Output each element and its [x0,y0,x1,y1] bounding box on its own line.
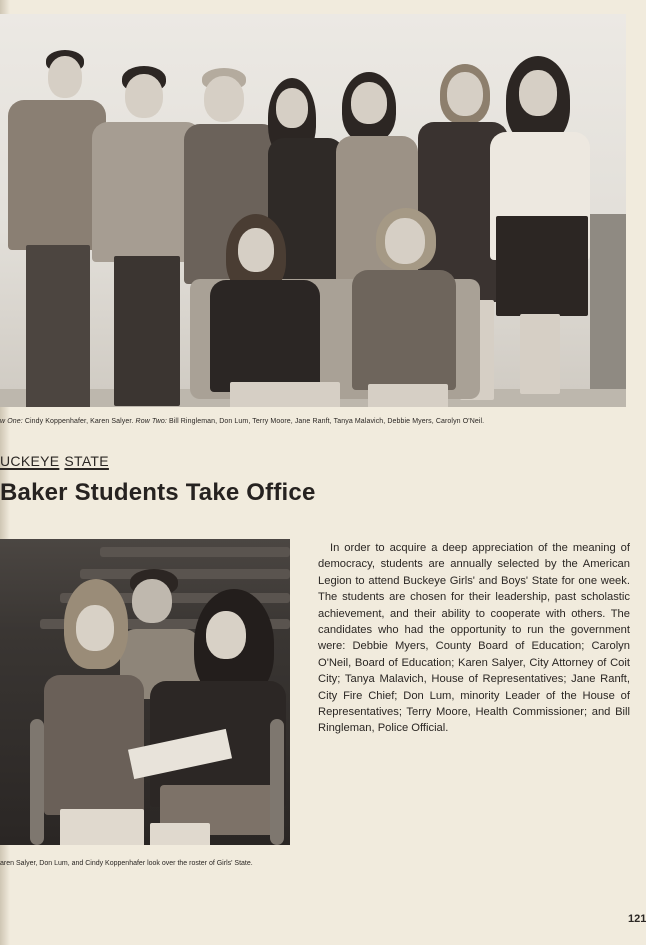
article-body [318,540,630,737]
roster-photo-caption: aren Salyer, Don Lum, and Cindy Koppenhafer look over the roster of Girls' State. [0,860,253,867]
section-kicker [0,453,109,469]
kicker-word-1: UCKEYE [0,453,60,469]
kicker-word-2: STATE [64,453,109,469]
caption-row-one-names: Cindy Koppenhafer, Karen Salyer. [24,418,134,425]
page-headline: Baker Students Take Office [0,479,316,506]
caption-row-one-label: w One: [0,418,23,425]
group-photo [0,14,626,407]
article-paragraph: In order to acquire a deep appreciation of the meaning of democracy, students are annually selected by the American Legion to attend Buckeye Girls' and Boys' State for one week. The students are chosen for their leadership, past scholastic achievement, and their ability to cooperate with others. The candidates who had the opportunity to run the government were: Debbie Myers, County Board of Education; Carolyn O'Neil, Board of Education; Karen Salyer, City Attorney of Coit City; Tanya Malavich, House of Representatives; Jane Ranft, City Fire Chief; Don Lum, minority Leader of the House of Representatives; Terry Moore, Health Commissioner; and Bill Ringleman, Police Official. [318,542,630,735]
roster-photo [0,539,290,845]
caption-row-two-names: Bill Ringleman, Don Lum, Terry Moore, Jane Ranft, Tanya Malavich, Debbie Myers, Carolyn O'Neil. [169,418,485,425]
photo-wall [590,214,626,407]
group-photo-caption [0,418,640,425]
page-number: 121 [628,913,646,925]
caption-row-two-label: Row Two: [135,418,167,425]
